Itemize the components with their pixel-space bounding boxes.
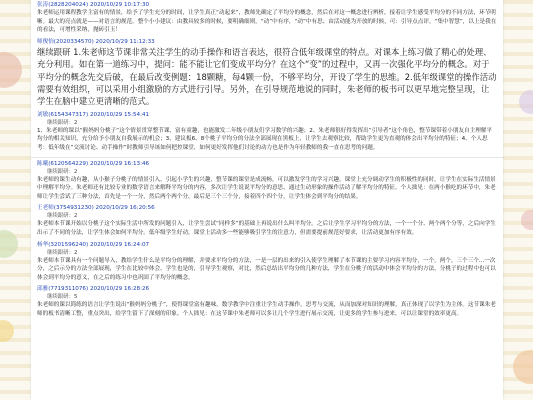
comment-date: 2020/10/29 16:24:07	[89, 241, 150, 248]
comment-post	[31, 110, 503, 155]
comment-date: 2020/10/29 15:54:41	[89, 111, 150, 118]
comment-body: 继续跟研 1.朱老师这节课非常关注学生的动手操作和语言表达，很符合低年级课堂的特点。对课本上练习做了精心的处理、充分利用。如在第一道练习中，提问：能不能让它们变成平均分？在这个“变”的过程中，又再一次强化平均分的概念。对于平均分的概念先交后破，在最后改变例题：18颗糖，每4颗一份，不够平均分，开设了学生的思维。2.低年级课堂的操作活动需要有效组织，可以采用小组激励的方式进行引导。另外，在引导规范地说的同时，朱老师的板书可以更早地完整呈现，让学生在脑中建立更清晰的范式。	[37, 46, 497, 107]
comment-panel	[31, 0, 503, 400]
commenter-id-link[interactable]: (7719311076)	[48, 286, 89, 293]
comment-date: 2020/10/29 16:28:26	[89, 286, 150, 293]
comment-meta	[37, 160, 497, 168]
comment-body: 朱老师运用课程教学主富有的情景，给予了学生充分的时间，让学生真正“动起来”，教师先确定了平均分的概念，然后在对这一概念进行辨析，接着让学生感受平均分的不同方法，环节明晰。最大的亮点就是——对语言的规范。整个小小建议：由教具较多的时候，要明确细则，“动”中有序，“动”中有思；由活动能为开放的时候，可：引导点点评，“集中智慧”，以上是我在的看法，可增性采纳，抛砖引玉！	[37, 10, 497, 34]
comment-heading: 继续跟研：2	[47, 119, 78, 126]
comment-date: 2020/10/29 16:20:56	[95, 205, 155, 212]
comment-body: 1、朱老师的课以“猴妈妈分桃子”这个情景贯穿整节课，富有童趣，也能激发二年级小朋友们学习数学的兴趣；2、朱老师很好得发挥出“引导者”这个角色，整节课带着小朋友自主理解平均分的相关知识，充分给予小朋友自我展示的机会；3、建议板6、8个桃子平均分的分法全部展现在黑板上，让学生去观察比较，帮助学生更为直观的体会出平均分的特征；4、个人思考：低年级在“交流讨论、动手操作”时教师引导该如何把控课堂，如何更好发挥他们讨论的动力也是作为年轻教师的我一直在思考的问题。	[37, 127, 493, 151]
commenter-name-link[interactable]: 王老师	[37, 205, 54, 212]
comment-body: 朱老师本节课开始以分桃子这个实际生活中所发的问题引入，让学生尝试“同样多”的基础上再说出什么叫平均分。之后让学生学习平均分的方法，一个一个分、两个两个分等，之后向学生出示了不同的分法，让学生体会如何平均分。低年级学生好动，课堂上活动多一些能够吸引学生的注意力，但需要提前规范好要求，让活动更加有序有效。	[37, 221, 496, 236]
comment-heading: 继续跟研：2	[47, 249, 78, 256]
comment-meta	[37, 111, 497, 119]
commenter-id-link[interactable]: (6154347317)	[48, 111, 89, 118]
comment-body: 朱老师的课以简练的语言让学生说出“猴妈妈分桃子”，使得课堂富有趣味。数学教学中注重让学生动手操作，思考与交流，从而加深对知识的理解，真正体现了以学生为主体。这节课朱老师的板书清晰工整，重点突出，给学生留下了深刻的印象。个人拙见：在这节课中朱老师可以多让几个学生进行展示交流，让更多的学生参与进来，可以让课堂的效率更高。	[37, 302, 496, 317]
divider	[31, 157, 503, 158]
comment-date: 2020/10/29 11:12:33	[95, 38, 155, 45]
comment-post	[31, 284, 503, 320]
commenter-name-link[interactable]: 杨华	[37, 241, 49, 248]
comment-date: 2020/10/29 16:13:46	[89, 160, 150, 167]
comment-heading: 继续跟研：5	[47, 294, 78, 301]
comment-post	[31, 203, 503, 239]
comment-body: 朱老师的课生动有趣，从小猴子分桃子的情景引入，引起小学生的兴趣，整节课的课堂是成流畅，可以激发学生的学习兴趣。课堂上充分调动学生的积极性的同时，让学生在实际生活情景中理解平均分。朱老师还有比较专业的数学语言来解释平均分的内容，多次让学生说说平均分的意思，通过生动形象的操作活动了解平均分的特征。个人拙见：在两小猴吃的环节中，朱老师让学生尝试了三种分法，首先是一个一分，然后两个两个分，最后是三个三个分，接着四个四个分，让学生体会到平均分的结果。	[37, 176, 496, 200]
commenter-id-link[interactable]: (3201596240)	[48, 241, 89, 248]
comment-body: 朱老师本节课具有一个问题导入，教给学生什么是平均分的理解，并要求平均分的方法，一是一层的出来的引入使学生理解了本节课的主要学习内容平均分，一个，两个，三个三个...一次分，之后示分的方法全部展现，学生在比较中体会。学生也是的，引导学生观察，对比，然后总结出平均分的几种方法，学生在分桃子的活动中体会平均分的方法，分桃子的过程中也可以体会到平均分的意义，在之后的练习中也巩固了平均分的概念。	[37, 257, 496, 281]
commenter-name-link[interactable]: 刘敏	[37, 111, 49, 118]
commenter-name-link[interactable]: 张涛	[37, 2, 49, 8]
comment-post	[31, 0, 503, 37]
comment-post	[31, 37, 503, 110]
comment-meta	[37, 38, 497, 46]
comment-heading: 继续跟研：2	[47, 213, 78, 220]
commenter-id-link[interactable]: (2020334570)	[53, 38, 94, 45]
commenter-name-link[interactable]: 师俊怡	[37, 38, 54, 45]
comment-meta	[37, 285, 497, 293]
comment-date: 2020/10/29 10:17:30	[89, 2, 150, 8]
commenter-id-link[interactable]: (2828204024)	[48, 2, 89, 8]
comment-heading: 继续跟研：2	[47, 168, 78, 175]
comment-meta	[37, 241, 497, 249]
comment-post	[31, 240, 503, 285]
commenter-id-link[interactable]: (3754931230)	[53, 205, 94, 212]
commenter-name-link[interactable]: 陈曦	[37, 160, 49, 167]
comment-meta	[37, 1, 497, 9]
commenter-id-link[interactable]: (6120564229)	[48, 160, 89, 167]
comment-meta	[37, 204, 497, 212]
commenter-name-link[interactable]: 邱雅	[37, 286, 49, 293]
comment-post	[31, 159, 503, 204]
